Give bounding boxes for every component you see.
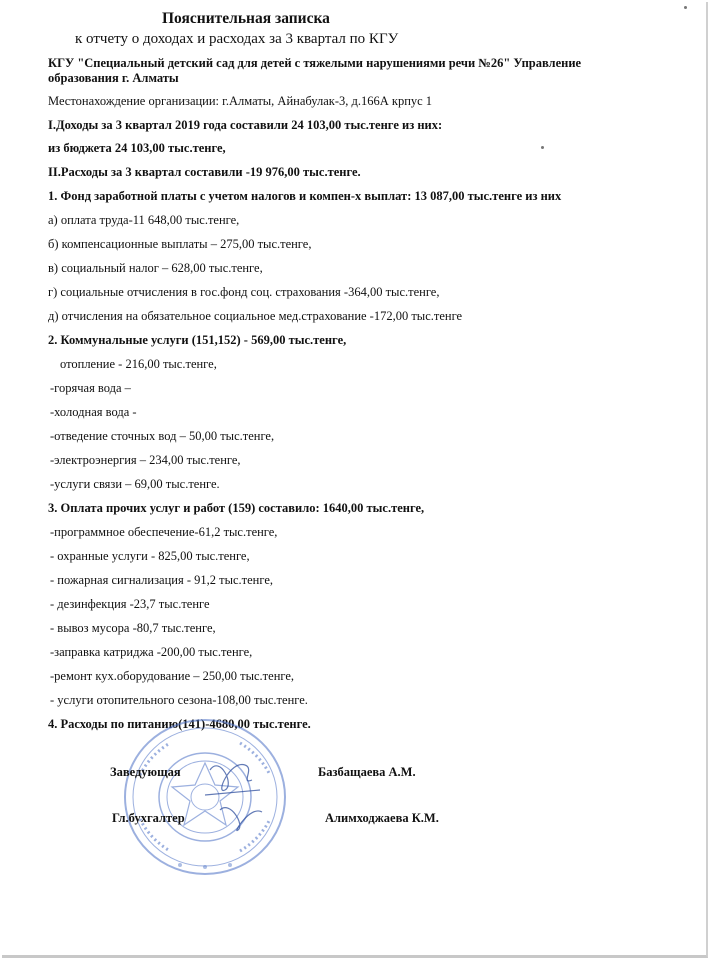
accountant-name: Алимходжаева К.М. xyxy=(325,811,439,825)
section1-item: б) компенсационные выплаты – 275,00 тыс.тенге, xyxy=(48,237,312,251)
doc-title: Пояснительная записка xyxy=(162,10,330,27)
section3-item: -программное обеспечение-61,2 тыс.тенге, xyxy=(50,525,278,539)
section1-item: г) социальные отчисления в гос.фонд соц. страхования -364,00 тыс.тенге, xyxy=(48,285,440,299)
section2-item: -горячая вода – xyxy=(50,381,131,395)
section2-item: -холодная вода - xyxy=(50,405,137,419)
org-line-1: КГУ "Специальный детский сад для детей с тяжелыми нарушениями речи №26" Управление xyxy=(48,56,582,70)
section1-heading: 1. Фонд заработной платы с учетом налогов и компен-х выплат: 13 087,00 тыс.тенге из них xyxy=(48,189,562,203)
section3-item: -заправка катриджа -200,00 тыс.тенге, xyxy=(50,645,253,659)
scan-speck xyxy=(684,6,687,9)
location-line: Местонахождение организации: г.Алматы, Айнабулак-3, д.166А крпус 1 xyxy=(48,94,433,108)
accountant-title: Гл.бухгалтер xyxy=(112,811,185,825)
section1-item: д) отчисления на обязательное социальное мед.страхование -172,00 тыс.тенге xyxy=(48,309,463,323)
head-name: Базбащаева А.М. xyxy=(318,765,416,779)
section2-item: -электроэнергия – 234,00 тыс.тенге, xyxy=(50,453,241,467)
section3-item: - услуги отопительного сезона-108,00 тыс.тенге. xyxy=(50,693,308,707)
section2-heading: 2. Коммунальные услуги (151,152) - 569,00 тыс.тенге, xyxy=(48,333,347,347)
section3-item: -ремонт кух.оборудование – 250,00 тыс.тенге, xyxy=(50,669,295,683)
section4-heading: 4. Расходы по питанию(141)-4680,00 тыс.тенге. xyxy=(48,717,311,731)
section3-item: - дезинфекция -23,7 тыс.тенге xyxy=(50,597,210,611)
section1-item: в) социальный налог – 628,00 тыс.тенге, xyxy=(48,261,263,275)
org-line-2: образования г. Алматы xyxy=(48,71,179,85)
section2-item: -отведение сточных вод – 50,00 тыс.тенге, xyxy=(50,429,275,443)
section2-item: отопление - 216,00 тыс.тенге, xyxy=(60,357,217,371)
head-title: Заведующая xyxy=(110,765,181,779)
income-line-2: из бюджета 24 103,00 тыс.тенге, xyxy=(48,141,226,155)
scan-speck xyxy=(541,146,544,149)
section3-item: - пожарная сигнализация - 91,2 тыс.тенге, xyxy=(50,573,273,587)
section3-heading: 3. Оплата прочих услуг и работ (159) составило: 1640,00 тыс.тенге, xyxy=(48,501,425,515)
doc-subtitle: к отчету о доходах и расходах за 3 квартал по КГУ xyxy=(75,31,399,47)
section3-item: - вывоз мусора -80,7 тыс.тенге, xyxy=(50,621,216,635)
income-line-1: I.Доходы за 3 квартал 2019 года составили 24 103,00 тыс.тенге из них: xyxy=(48,118,443,132)
section3-item: - охранные услуги - 825,00 тыс.тенге, xyxy=(50,549,250,563)
expenses-header: II.Расходы за 3 квартал составили -19 976,00 тыс.тенге. xyxy=(48,165,361,179)
section2-item: -услуги связи – 69,00 тыс.тенге. xyxy=(50,477,220,491)
handwritten-signature xyxy=(190,750,280,840)
section1-item: а) оплата труда-11 648,00 тыс.тенге, xyxy=(48,213,240,227)
